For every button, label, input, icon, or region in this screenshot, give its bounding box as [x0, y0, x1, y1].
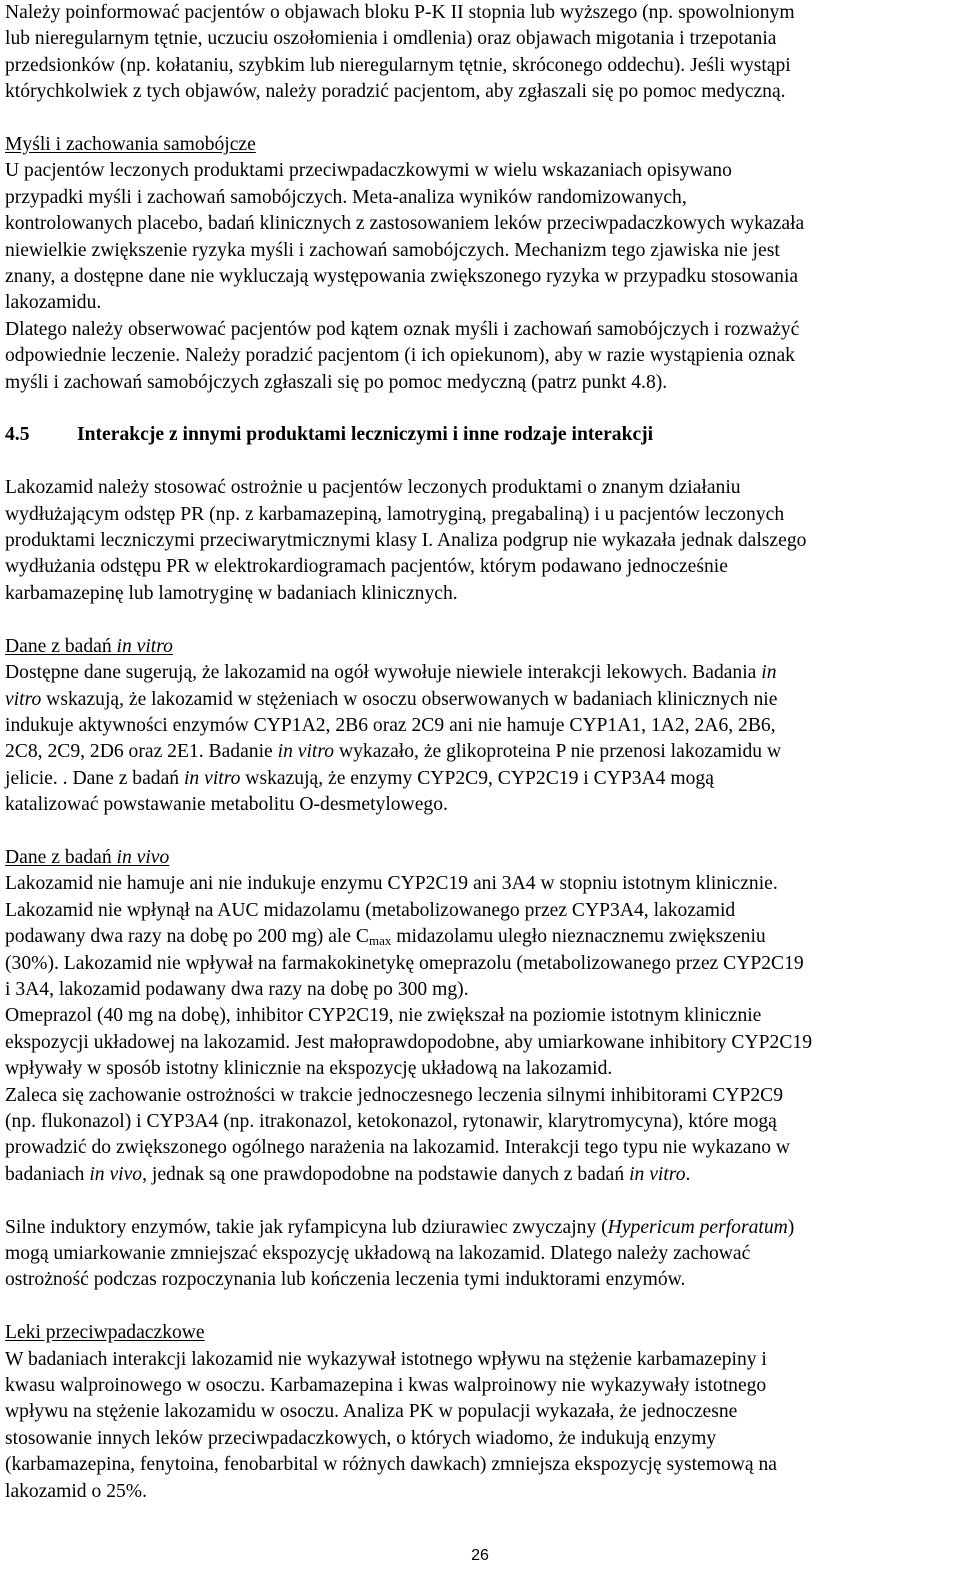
text-line: niewielkie zwiększenie ryzyka myśli i zachowań samobójczych. Mechanizm tego zjawiska nie jest [5, 239, 780, 261]
text-line: (30%). Lakozamid nie wpływał na farmakokinetykę omeprazolu (metabolizowanego przez CYP2C19 [5, 952, 804, 974]
text-line: kontrolowanych placebo, badań klinicznych z zastosowaniem leków przeciwpadaczkowych wykazała [5, 213, 805, 235]
text-line: podawany dwa razy na dobę po 200 mg) ale $C_{max}$ midazolamu uległo nieznacznemu zwiększeniu [5, 926, 766, 949]
text-line: odpowiednie leczenie. Należy poradzić pacjentom (i ich opiekunom), aby w razie wystąpienia oznak [5, 345, 795, 367]
subscript-max: max [369, 933, 392, 949]
text-line: wydłużającym odstęp PR (np. z karbamazepiną, lamotryginą, pregabaliną) i u pacjentów leczonych [5, 503, 785, 525]
text-line: Należy poinformować pacjentów o objawach bloku P-K II stopnia lub wyższego (np. spowolnionym [5, 2, 795, 23]
paragraph-enzyme-inducers [5, 1215, 957, 1294]
text-line: lakozamidu. [5, 292, 102, 314]
text-line: Omeprazol (40 mg na dobę), inhibitor CYP2C19, nie zwiększał na poziomie istotnym klinicznie [5, 1005, 762, 1027]
text-line: (np. flukonazol) i CYP3A4 (np. itrakonazol, ketokonazol, rytonawir, klarytromycyna), które mogą [5, 1110, 777, 1132]
section-title: Interakcje z innymi produktami leczniczymi i inne rodzaje interakcji [77, 424, 654, 446]
text-line: którychkolwiek z tych objawów, należy poradzić pacjentom, aby zgłaszali się po pomoc medyczną. [5, 81, 786, 103]
section-in-vitro [5, 634, 957, 819]
subsection-heading [5, 634, 957, 660]
text-line: wydłużania odstępu PR w elektrokardiogramach pacjentów, którym podawano jednocześnie [5, 556, 728, 578]
section-suicidal-thoughts [5, 132, 957, 396]
text-line: wpływu na stężenie lakozamidu w osoczu. Analiza PK w populacji wykazała, że jednoczesne [5, 1401, 738, 1423]
text-line: 2C8, 2C9, 2D6 oraz 2E1. Badanie in vitro wykazało, że glikoproteina P nie przenosi lakozamidu w [5, 741, 782, 763]
document-page [5, 0, 957, 1505]
text-line: przypadki myśli i zachowań samobójczych. Meta-analiza wyników randomizowanych, [5, 186, 687, 208]
text-line: Dlatego należy obserwować pacjentów pod kątem oznak myśli i zachowań samobójczych i rozważyć [5, 318, 800, 340]
text-line: przedsionków (np. kołataniu, szybkim lub nieregularnym tętnie, skróconego oddechu). Jeśli wystąpi [5, 54, 791, 76]
section-number: 4.5 [5, 424, 30, 446]
text-line: wpływały w sposób istotny klinicznie na ekspozycję układową na lakozamid. [5, 1058, 613, 1080]
text-line: myśli i zachowań samobójczych zgłaszali się po pomoc medyczną (patrz punkt 4.8). [5, 371, 668, 393]
text-line: (karbamazepina, fenytoina, fenobarbital w różnych dawkach) zmniejsza ekspozycję systemową na [5, 1454, 777, 1476]
text-line: Lakozamid nie wpłynął na AUC midazolamu (metabolizowanego przez CYP3A4, lakozamid [5, 899, 736, 921]
text-line: Zaleca się zachowanie ostrożności w trakcie jednoczesnego leczenia silnymi inhibitorami CYP2C9 [5, 1084, 784, 1106]
text-line: katalizować powstawanie metabolitu O-desmetylowego. [5, 794, 448, 816]
text-line: indukuje aktywności enzymów CYP1A2, 2B6 oraz 2C9 ani nie hamuje CYP1A1, 1A2, 2A6, 2B6, [5, 714, 776, 736]
text-line: badaniach in vivo, jednak są one prawdopodobne na podstawie danych z badań in vitro. [5, 1163, 691, 1185]
text-line: karbamazepinę lub lamotryginę w badaniach klinicznych. [5, 582, 458, 604]
text-line: W badaniach interakcji lakozamid nie wykazywał istotnego wpływu na stężenie karbamazepiny i [5, 1348, 767, 1370]
subsection-heading [5, 845, 957, 871]
heading-text: Dane z badań [5, 846, 117, 868]
text-line: mogą umiarkowanie zmniejszać ekspozycję układową na lakozamid. Dlatego należy zachować [5, 1243, 751, 1264]
heading-italic: in vitro [116, 635, 173, 657]
text-line: i 3A4, lakozamid podawany dwa razy na dobę po 300 mg). [5, 978, 469, 1000]
text-line: prowadzić do zwiększonego ogólnego narażenia na lakozamid. Interakcji tego typu nie wykazano w [5, 1137, 791, 1159]
text-line: lub nieregularnym tętnie, uczuciu oszołomienia i omdlenia) oraz objawach migotania i trzepotania [5, 28, 777, 50]
section-heading [5, 422, 957, 448]
text-line: Dostępne dane sugerują, że lakozamid na ogół wywołuje niewiele interakcji lekowych. Badania in [5, 662, 777, 684]
heading-text: Dane z badań [5, 635, 117, 657]
page-number: 26 [471, 1547, 489, 1564]
text-line: vitro wskazują, że lakozamid w stężeniach w osoczu obserwowanych w badaniach klinicznych nie [5, 688, 778, 710]
paragraph-av-block [5, 0, 957, 106]
text-line: znany, a dostępne dane nie wykluczają występowania zwiększonego ryzyka w przypadku stosowania [5, 266, 799, 288]
text-line: stosowanie innych leków przeciwpadaczkowych, o których wiadomo, że indukują enzymy [5, 1427, 717, 1449]
text-line: produktami leczniczymi przeciwarytmicznymi klasy I. Analiza podgrup nie wykazała jednak dalszego [5, 530, 807, 552]
section-antiepileptic-drugs [5, 1320, 957, 1505]
text-line: Silne induktory enzymów, takie jak ryfampicyna lub dziurawiec zwyczajny (Hypericum perforatum) [5, 1216, 795, 1238]
heading-italic: in vivo [116, 846, 170, 868]
text-line: kwasu walproinowego w osoczu. Karbamazepina i kwas walproinowy nie wykazywały istotnego [5, 1375, 767, 1397]
text-line: jelicie. . Dane z badań in vitro wskazują, że enzymy CYP2C9, CYP2C19 i CYP3A4 mogą [5, 767, 714, 789]
text-line: Lakozamid nie hamuje ani nie indukuje enzymu CYP2C19 ani 3A4 w stopniu istotnym klinicznie. [5, 873, 778, 895]
text-line: ekspozycji układowej na lakozamid. Jest małoprawdopodobne, aby umiarkowane inhibitory CYP2C19 [5, 1031, 812, 1053]
paragraph-pr-interval [5, 475, 957, 607]
text-line: Lakozamid należy stosować ostrożnie u pacjentów leczonych produktami o znanym działaniu [5, 477, 741, 499]
text-line: ostrożność podczas rozpoczynania lub kończenia leczenia tymi induktorami enzymów. [5, 1269, 686, 1291]
subsection-heading: Leki przeciwpadaczkowe [5, 1322, 205, 1344]
text-line: U pacjentów leczonych produktami przeciwpadaczkowymi w wielu wskazaniach opisywano [5, 160, 732, 182]
subsection-heading: Myśli i zachowania samobójcze [5, 134, 256, 156]
section-in-vivo [5, 845, 957, 1188]
text-line: lakozamid o 25%. [5, 1480, 148, 1502]
